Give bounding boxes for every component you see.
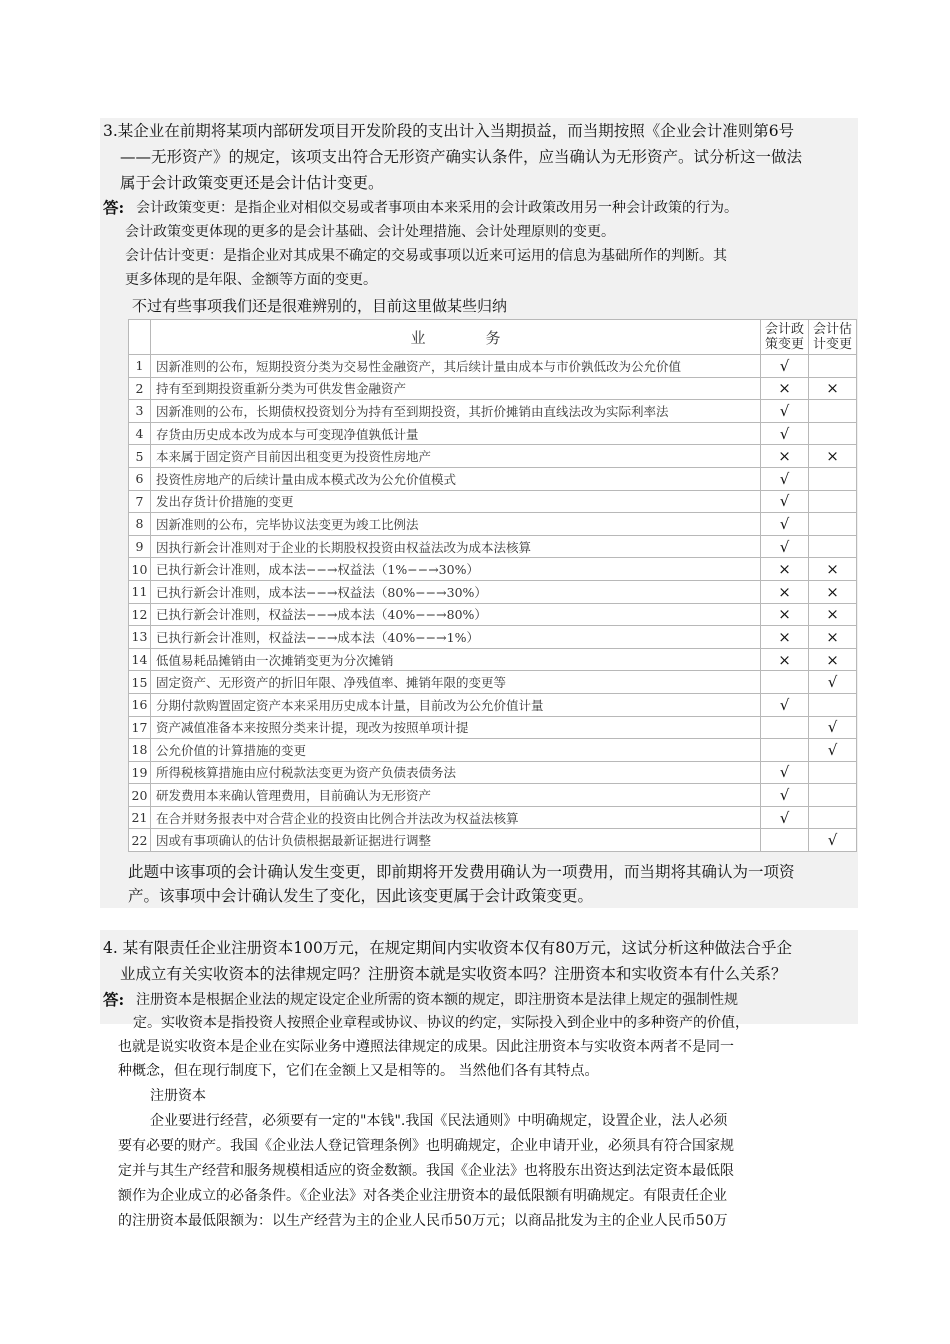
row-policy-mark: × — [761, 648, 809, 671]
row-number: 17 — [129, 716, 151, 739]
row-number: 12 — [129, 603, 151, 626]
row-business: 低值易耗品摊销由一次摊销变更为分次摊销 — [151, 648, 761, 671]
q4-subheading: 注册资本 — [150, 1088, 206, 1104]
row-policy-mark: × — [761, 580, 809, 603]
q4-answer-line-2: 定。实收资本是指投资人按照企业章程或协议、协议的约定，实际投入到企业中的多种资产的价值， — [133, 1015, 749, 1031]
row-estimate-mark: √ — [809, 829, 857, 852]
q3-answer-line-2: 会计政策变更体现的更多的是会计基础、会计处理措施、会计处理原则的变更。 — [125, 224, 615, 240]
q4-answer-label: 答: — [103, 990, 125, 1009]
q4-answer-line-3: 也就是说实收资本是企业在实际业务中遵照法律规定的成果。因此注册资本与实收资本两者不是同一 — [118, 1039, 734, 1055]
q3-answer-label: 答: — [103, 198, 125, 217]
row-policy-mark: √ — [761, 513, 809, 536]
row-policy-mark: × — [761, 377, 809, 400]
q4-body-line-4: 额作为企业成立的必备条件。《企业法》对各类企业注册资本的最低限额有明确规定。有限责任企业 — [118, 1188, 727, 1204]
row-business: 本来属于固定资产目前因出租变更为投资性房地产 — [151, 445, 761, 468]
row-number: 15 — [129, 671, 151, 694]
table-header-row — [129, 320, 857, 355]
row-estimate-mark: √ — [809, 739, 857, 762]
row-policy-mark: × — [761, 445, 809, 468]
row-number: 10 — [129, 558, 151, 581]
row-estimate-mark — [809, 355, 857, 378]
classification-table — [128, 319, 857, 852]
row-business: 持有至到期投资重新分类为可供发售金融资产 — [151, 377, 761, 400]
row-estimate-mark — [809, 784, 857, 807]
row-number: 8 — [129, 513, 151, 536]
row-number: 7 — [129, 490, 151, 513]
row-business: 已执行新会计准则，权益法−−→成本法（40%−−→80%） — [151, 603, 761, 626]
q3-answer-line-4: 更多体现的是年限、金额等方面的变更。 — [125, 272, 377, 288]
row-estimate-mark: × — [809, 626, 857, 649]
row-number: 6 — [129, 467, 151, 490]
header-no-cell — [129, 320, 151, 355]
header-policy-change: 会计政策变更 — [761, 320, 809, 355]
row-estimate-mark: √ — [809, 716, 857, 739]
row-business: 因执行新会计准则对于企业的长期股权投资由权益法改为成本法核算 — [151, 535, 761, 558]
row-business: 固定资产、无形资产的折旧年限、净残值率、摊销年限的变更等 — [151, 671, 761, 694]
q4-body-line-1: 企业要进行经营，必须要有一定的"本钱".我国《民法通则》中明确规定，设置企业，法人必须 — [150, 1113, 728, 1129]
table-row — [129, 671, 857, 694]
row-number: 13 — [129, 626, 151, 649]
row-estimate-mark — [809, 535, 857, 558]
row-policy-mark: × — [761, 603, 809, 626]
row-number: 4 — [129, 422, 151, 445]
row-business: 研发费用本来确认管理费用，目前确认为无形资产 — [151, 784, 761, 807]
table-row — [129, 535, 857, 558]
row-business: 已执行新会计准则，成本法−−→权益法（80%−−→30%） — [151, 580, 761, 603]
table-row — [129, 467, 857, 490]
table-row — [129, 513, 857, 536]
table-row — [129, 626, 857, 649]
q3-question-line-2: ——无形资产》的规定，该项支出符合无形资产确实认条件，应当确认为无形资产。试分析这一做法 — [120, 148, 803, 166]
row-policy-mark: √ — [761, 784, 809, 807]
row-policy-mark: × — [761, 626, 809, 649]
row-business: 资产减值准备本来按照分类来计提，现改为按照单项计提 — [151, 716, 761, 739]
row-number: 9 — [129, 535, 151, 558]
q3-answer-line-1: 会计政策变更：是指企业对相似交易或者事项由本来采用的会计政策改用另一种会计政策的行为。 — [136, 200, 738, 216]
row-policy-mark: √ — [761, 490, 809, 513]
table-row — [129, 648, 857, 671]
q4-body-line-5: 的注册资本最低限额为：以生产经营为主的企业人民币50万元；以商品批发为主的企业人民币50万 — [118, 1213, 728, 1229]
row-estimate-mark: × — [809, 580, 857, 603]
row-policy-mark: √ — [761, 806, 809, 829]
row-business: 分期付款购置固定资产本来采用历史成本计量，目前改为公允价值计量 — [151, 693, 761, 716]
row-business: 发出存货计价措施的变更 — [151, 490, 761, 513]
row-estimate-mark — [809, 467, 857, 490]
row-number: 3 — [129, 400, 151, 423]
row-number: 20 — [129, 784, 151, 807]
table-row — [129, 445, 857, 468]
row-number: 1 — [129, 355, 151, 378]
row-policy-mark: √ — [761, 467, 809, 490]
q3-answer-line-3: 会计估计变更：是指企业对其成果不确定的交易或事项以近来可运用的信息为基础所作的判断。其 — [125, 248, 727, 264]
table-row — [129, 580, 857, 603]
row-estimate-mark — [809, 513, 857, 536]
header-business: 业 务 — [151, 320, 761, 355]
row-policy-mark: √ — [761, 355, 809, 378]
row-policy-mark: √ — [761, 693, 809, 716]
q3-question-line-1: 3.某企业在前期将某项内部研发项目开发阶段的支出计入当期损益，而当期按照《企业会计准则第6号 — [103, 122, 795, 140]
row-business: 在合并财务报表中对合营企业的投资由比例合并法改为权益法核算 — [151, 806, 761, 829]
row-business: 已执行新会计准则，权益法−−→成本法（40%−−→1%） — [151, 626, 761, 649]
q3-intro: 不过有些事项我们还是很难辨别的，目前这里做某些归纳 — [132, 297, 508, 315]
row-policy-mark: √ — [761, 761, 809, 784]
row-number: 14 — [129, 648, 151, 671]
row-business: 因或有事项确认的估计负债根据最新证据进行调整 — [151, 829, 761, 852]
row-business: 因新准则的公布，短期投资分类为交易性金融资产，其后续计量由成本与市价孰低改为公允价值 — [151, 355, 761, 378]
q4-body-line-2: 要有必要的财产。我国《企业法人登记管理条例》也明确规定，企业申请开业，必须具有符合国家规 — [118, 1138, 734, 1154]
row-number: 22 — [129, 829, 151, 852]
q4-answer-line-4: 种概念，但在现行制度下，它们在金额上又是相等的。 当然他们各有其特点。 — [118, 1063, 599, 1079]
table-row — [129, 693, 857, 716]
row-estimate-mark — [809, 400, 857, 423]
table-row — [129, 806, 857, 829]
row-business: 投资性房地产的后续计量由成本模式改为公允价值模式 — [151, 467, 761, 490]
table-row — [129, 784, 857, 807]
table-row — [129, 558, 857, 581]
row-business: 存货由历史成本改为成本与可变现净值孰低计量 — [151, 422, 761, 445]
table-row — [129, 377, 857, 400]
row-policy-mark — [761, 829, 809, 852]
row-number: 2 — [129, 377, 151, 400]
row-number: 16 — [129, 693, 151, 716]
row-policy-mark: √ — [761, 535, 809, 558]
row-business: 已执行新会计准则，成本法−−→权益法（1%−−→30%） — [151, 558, 761, 581]
table-row — [129, 355, 857, 378]
row-estimate-mark — [809, 422, 857, 445]
row-estimate-mark — [809, 693, 857, 716]
row-policy-mark — [761, 716, 809, 739]
row-policy-mark: √ — [761, 400, 809, 423]
row-estimate-mark: × — [809, 603, 857, 626]
table-row — [129, 490, 857, 513]
table-row — [129, 603, 857, 626]
table-row — [129, 739, 857, 762]
table-row — [129, 716, 857, 739]
q4-question-line-2: 业成立有关实收资本的法律规定吗？注册资本就是实收资本吗？注册资本和实收资本有什么关系？ — [120, 965, 787, 983]
q3-conclusion-line-1: 此题中该事项的会计确认发生变更，即前期将开发费用确认为一项费用，而当期将其确认为一项资 — [128, 863, 795, 881]
row-business: 所得税核算措施由应付税款法变更为资产负债表债务法 — [151, 761, 761, 784]
row-number: 11 — [129, 580, 151, 603]
row-business: 因新准则的公布，长期债权投资划分为持有至到期投资，其折价摊销由直线法改为实际利率法 — [151, 400, 761, 423]
row-estimate-mark: √ — [809, 671, 857, 694]
header-estimate-change: 会计估计变更 — [809, 320, 857, 355]
row-number: 19 — [129, 761, 151, 784]
row-policy-mark — [761, 739, 809, 762]
row-estimate-mark — [809, 490, 857, 513]
row-estimate-mark: × — [809, 648, 857, 671]
q4-answer-line-1: 注册资本是根据企业法的规定设定企业所需的资本额的规定，即注册资本是法律上规定的强制性规 — [136, 992, 738, 1008]
table-row — [129, 829, 857, 852]
row-estimate-mark — [809, 761, 857, 784]
row-policy-mark: × — [761, 558, 809, 581]
q3-conclusion-line-2: 产。该事项中会计确认发生了变化，因此该变更属于会计政策变更。 — [128, 887, 594, 905]
table-row — [129, 422, 857, 445]
row-number: 5 — [129, 445, 151, 468]
row-estimate-mark: × — [809, 445, 857, 468]
row-estimate-mark — [809, 806, 857, 829]
q3-question-line-3: 属于会计政策变更还是会计估计变更。 — [120, 174, 384, 192]
q4-body-line-3: 定并与其生产经营和服务规模相适应的资金数额。我国《企业法》也将股东出资达到法定资本最低限 — [118, 1163, 734, 1179]
row-estimate-mark: × — [809, 377, 857, 400]
row-business: 因新准则的公布，完毕协议法变更为竣工比例法 — [151, 513, 761, 536]
row-number: 18 — [129, 739, 151, 762]
q4-question-line-1: 4. 某有限责任企业注册资本100万元，在规定期间内实收资本仅有80万元，这试分析这种做法合乎企 — [103, 939, 793, 957]
table-row — [129, 400, 857, 423]
row-policy-mark: √ — [761, 422, 809, 445]
row-policy-mark — [761, 671, 809, 694]
row-number: 21 — [129, 806, 151, 829]
row-business: 公允价值的计算措施的变更 — [151, 739, 761, 762]
row-estimate-mark: × — [809, 558, 857, 581]
table-row — [129, 761, 857, 784]
